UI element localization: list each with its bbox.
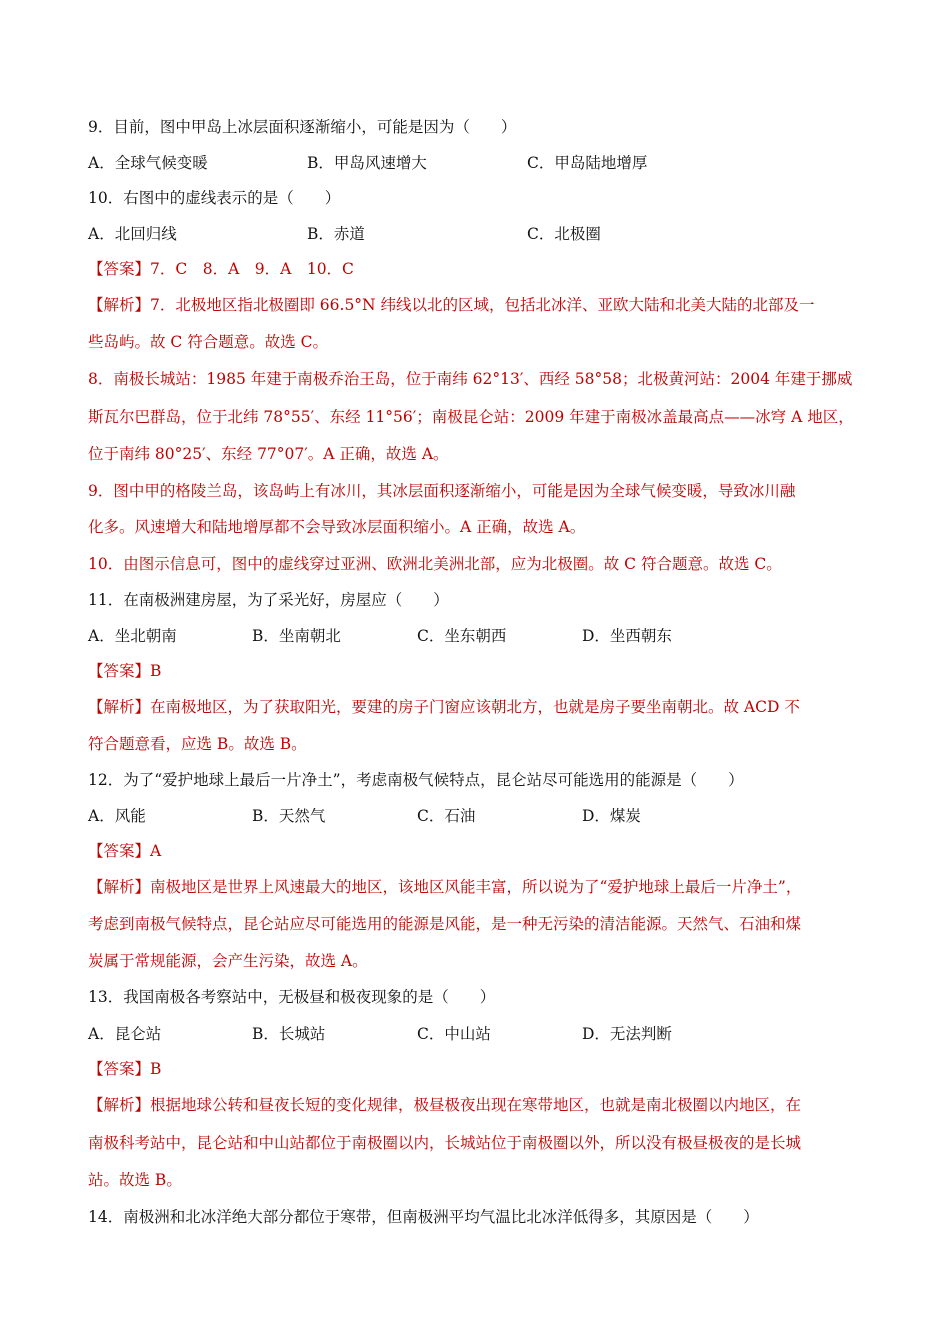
question-12-option-a: A．风能 <box>88 807 146 825</box>
question-12-answer: 【答案】A <box>88 842 162 860</box>
analysis-7-10-line: 【解析】7．北极地区指北极圈即 66.5°N 纬线以北的区域，包括北冰洋、亚欧大陆和北美大陆的北部及一 <box>88 296 815 314</box>
question-9-option-c: C．甲岛陆地增厚 <box>527 154 648 172</box>
question-10-option-a: A．北回归线 <box>88 225 177 243</box>
question-12-option-c: C．石油 <box>417 807 476 825</box>
question-13-answer: 【答案】B <box>88 1060 162 1078</box>
question-11-option-a: A．坐北朝南 <box>88 627 177 645</box>
answer-7-10: 【答案】7．C 8．A 9．A 10．C <box>88 260 354 278</box>
question-13-analysis-line: 南极科考站中，昆仑站和中山站都位于南极圈以内，长城站位于南极圈以外，所以没有极昼极夜的是长城 <box>88 1134 802 1152</box>
question-11-answer: 【答案】B <box>88 662 162 680</box>
analysis-7-10-line: 位于南纬 80°25′、东经 77°07′。A 正确，故选 A。 <box>88 445 449 463</box>
analysis-7-10-line: 9．图中甲的格陵兰岛，该岛屿上有冰川，其冰层面积逐渐缩小，可能是因为全球气候变暖，导致冰川融 <box>88 482 796 500</box>
analysis-7-10-line: 斯瓦尔巴群岛，位于北纬 78°55′、东经 11°56′；南极昆仑站：2009 年建于南极冰盖最高点——冰穹 A 地区， <box>88 408 854 426</box>
question-13-analysis-line: 站。故选 B。 <box>88 1171 182 1189</box>
question-9-option-a: A．全球气候变暖 <box>88 154 208 172</box>
question-13-stem: 13．我国南极各考察站中，无极昼和极夜现象的是（ ） <box>88 988 496 1006</box>
analysis-7-10-line: 10．由图示信息可，图中的虚线穿过亚洲、欧洲北美洲北部，应为北极圈。故 C 符合题意。故选 C。 <box>88 555 782 573</box>
question-12-option-b: B．天然气 <box>252 807 326 825</box>
question-11-option-b: B．坐南朝北 <box>252 627 341 645</box>
analysis-7-10-line: 8．南极长城站：1985 年建于南极乔治王岛，位于南纬 62°13′、西经 58°58；北极黄河站：2004 年建于挪威 <box>88 370 853 388</box>
question-12-stem: 12．为了“爱护地球上最后一片净土”，考虑南极气候特点，昆仑站尽可能选用的能源是（ ） <box>88 771 744 789</box>
question-9-stem: 9．目前，图中甲岛上冰层面积逐渐缩小，可能是因为（ ） <box>88 118 517 136</box>
question-13-option-c: C．中山站 <box>417 1025 491 1043</box>
question-12-option-d: D．煤炭 <box>582 807 641 825</box>
question-13-option-a: A．昆仑站 <box>88 1025 162 1043</box>
question-10-stem: 10．右图中的虚线表示的是（ ） <box>88 189 341 207</box>
question-10-option-b: B．赤道 <box>307 225 365 243</box>
question-14-stem: 14．南极洲和北冰洋绝大部分都位于寒带，但南极洲平均气温比北冰洋低得多，其原因是（ ） <box>88 1208 759 1226</box>
analysis-7-10-line: 些岛屿。故 C 符合题意。故选 C。 <box>88 333 329 351</box>
question-10-option-c: C．北极圈 <box>527 225 601 243</box>
question-11-stem: 11．在南极洲建房屋，为了采光好，房屋应（ ） <box>88 591 449 609</box>
question-11-option-d: D．坐西朝东 <box>582 627 672 645</box>
analysis-7-10-line: 化多。风速增大和陆地增厚都不会导致冰层面积缩小。A 正确，故选 A。 <box>88 518 586 536</box>
question-11-analysis-line: 【解析】在南极地区，为了获取阳光，要建的房子门窗应该朝北方，也就是房子要坐南朝北。故 ACD 不 <box>88 698 800 716</box>
question-13-option-d: D．无法判断 <box>582 1025 672 1043</box>
question-12-analysis-line: 炭属于常规能源，会产生污染，故选 A。 <box>88 952 368 970</box>
question-13-option-b: B．长城站 <box>252 1025 326 1043</box>
question-12-analysis-line: 考虑到南极气候特点，昆仑站应尽可能选用的能源是风能，是一种无污染的清洁能源。天然气、石油和煤 <box>88 915 802 933</box>
question-13-analysis-line: 【解析】根据地球公转和昼夜长短的变化规律，极昼极夜出现在寒带地区，也就是南北极圈以内地区，在 <box>88 1096 802 1114</box>
question-12-analysis-line: 【解析】南极地区是世界上风速最大的地区，该地区风能丰富，所以说为了“爱护地球上最后一片净土”， <box>88 878 802 896</box>
question-11-option-c: C．坐东朝西 <box>417 627 507 645</box>
question-9-option-b: B．甲岛风速增大 <box>307 154 427 172</box>
question-11-analysis-line: 符合题意看，应选 B。故选 B。 <box>88 735 307 753</box>
